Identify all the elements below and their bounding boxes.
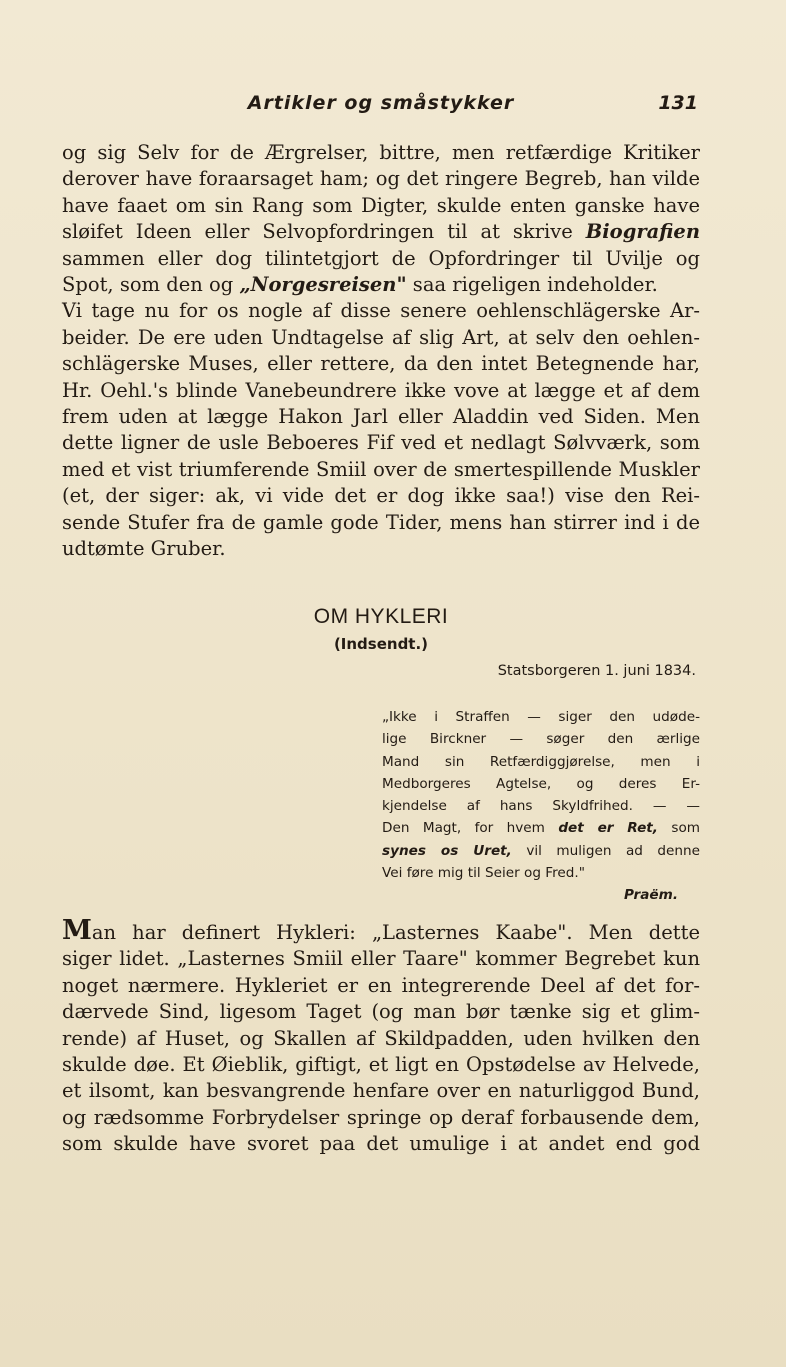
epigraph-line: kjendelse af hans Skyldfrihed. — —: [382, 798, 700, 815]
text-line: Spot, som den og „Norgesreisen" saa rigeligen indeholder.: [62, 273, 658, 297]
paragraph-article-body: [62, 915, 700, 1158]
text-line: som skulde have svoret paa det umulige i at andet end god: [62, 1132, 700, 1156]
epigraph-signature: Praëm.: [624, 887, 678, 904]
text-line: dærvede Sind, ligesom Taget (og man bør tænke sig et glim-: [62, 1000, 700, 1024]
epigraph-line: „Ikke i Straffen — siger den udøde-: [382, 709, 700, 725]
paragraph-section-1: [62, 140, 700, 563]
text-line: og rædsomme Forbrydelser springe op deraf forbausende dem,: [62, 1105, 700, 1129]
epigraph-line: Den Magt, for hvem det er Ret, som: [382, 820, 701, 837]
running-title: Artikler og småstykker: [247, 92, 515, 114]
emph-det-er-ret: det er Ret,: [558, 820, 658, 837]
text-line: derover have foraarsaget ham; og det ringere Begreb, han vilde: [62, 167, 700, 191]
text-line: Man har definert Hykleri: „Lasternes Kaabe". Men dette: [62, 915, 700, 946]
epigraph-line: synes os Uret, vil muligen ad denne: [382, 842, 700, 859]
epigraph-line: Medborgeres Agtelse, og deres Er-: [382, 775, 700, 792]
text-line: sløifet Ideen eller Selvopfordringen til at skrive Biografien: [62, 220, 700, 244]
text-line: og sig Selv for de Ærgrelser, bittre, men retfærdige Kritiker: [62, 141, 700, 164]
text-line: Vi tage nu for os nogle af disse senere oehlenschlägerske Ar-: [62, 299, 700, 323]
emph-synes: synes os Uret,: [382, 842, 512, 859]
text-line: sammen eller dog tilintetgjort de Opfordringer til Uvilje og: [62, 246, 700, 270]
article-source: Statsborgeren 1. juni 1834.: [497, 663, 696, 679]
text-line: noget nærmere. Hykleriet er en integrerende Deel af det for-: [62, 973, 700, 997]
text-line: (et, der siger: ak, vi vide det er dog ikke saa!) vise den Rei-: [62, 484, 700, 508]
page-number: 131: [658, 92, 698, 114]
text-line: rende) af Huset, og Skallen af Skildpadden, uden hvilken den: [62, 1026, 700, 1050]
text-line: schlägerske Muses, eller rettere, da den intet Betegnende har,: [62, 352, 700, 376]
drop-cap: M: [62, 915, 92, 946]
epigraph-line: Vei føre mig til Seier og Fred.": [382, 865, 585, 882]
text-line: udtømte Gruber.: [62, 537, 226, 561]
text-line: siger lidet. „Lasternes Smiil eller Taare" kommer Begrebet kun: [62, 947, 700, 971]
article-subheading: (Indsendt.): [333, 635, 429, 653]
emph-biografien: Biografien: [585, 220, 700, 244]
emph-norgesreisen: „Norgesreisen": [239, 273, 407, 297]
text-line: med et vist triumferende Smiil over de smertespillende Muskler: [62, 457, 700, 481]
text-line: beider. De ere uden Undtagelse af slig Art, at selv den oehlen-: [62, 325, 700, 349]
epigraph-line: Mand sin Retfærdiggjørelse, men i: [382, 753, 700, 770]
text-line: have faaet om sin Rang som Digter, skulde enten ganske have: [62, 193, 700, 217]
page-header: [62, 88, 700, 122]
article-heading: OM HYKLERI: [313, 605, 449, 628]
text-line: skulde døe. Et Øieblik, giftigt, et ligt en Opstødelse av Helvede,: [62, 1053, 700, 1077]
epigraph-line: lige Birckner — søger den ærlige: [382, 731, 700, 748]
text-line: sende Stufer fra de gamle gode Tider, mens han stirrer ind i de: [62, 510, 700, 534]
text-line: et ilsomt, kan besvangrende henfare over en naturliggod Bund,: [62, 1079, 700, 1103]
epigraph: [382, 706, 700, 907]
text-line: frem uden at lægge Hakon Jarl eller Aladdin ved Siden. Men: [62, 405, 700, 429]
text-line: Hr. Oehl.'s blinde Vanebeundrere ikke vove at lægge et af dem: [62, 378, 700, 402]
text-line: dette ligner de usle Beboeres Fif ved et nedlagt Sølvværk, som: [62, 431, 700, 455]
